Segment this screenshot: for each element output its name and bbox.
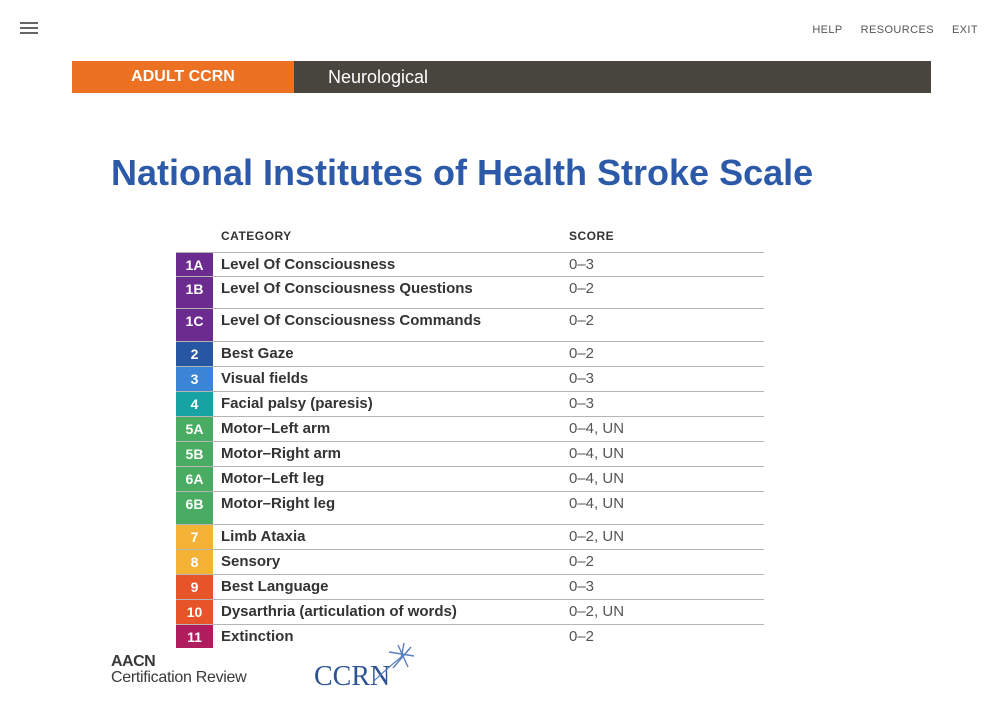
row-code-badge: 10 bbox=[176, 600, 213, 624]
row-category: Motor–Right leg bbox=[221, 495, 336, 512]
table-row bbox=[176, 600, 764, 625]
row-code-badge: 1B bbox=[176, 277, 213, 308]
row-category: Motor–Right arm bbox=[221, 445, 341, 462]
aacn-logo-subtitle: Certification Review bbox=[111, 669, 247, 686]
row-score: 0–2 bbox=[569, 345, 595, 362]
row-category: Level Of Consciousness Commands bbox=[221, 312, 482, 329]
row-category: Best Language bbox=[221, 578, 329, 595]
table-row bbox=[176, 342, 764, 367]
table-row bbox=[176, 367, 764, 392]
stroke-scale-table bbox=[176, 225, 764, 648]
row-code-badge: 8 bbox=[176, 550, 213, 574]
row-code-badge: 3 bbox=[176, 367, 213, 391]
table-row bbox=[176, 392, 764, 417]
top-nav bbox=[812, 24, 978, 36]
topic-label: Neurological bbox=[294, 61, 931, 93]
row-code-badge: 6A bbox=[176, 467, 213, 491]
row-category: Level Of Consciousness bbox=[221, 256, 396, 273]
section-bar bbox=[72, 61, 931, 93]
row-score: 0–4, UN bbox=[569, 495, 625, 512]
table-row bbox=[176, 575, 764, 600]
row-category: Visual fields bbox=[221, 370, 309, 387]
row-code-badge: 1C bbox=[176, 309, 213, 341]
page-title: National Institutes of Health Stroke Scale bbox=[111, 152, 814, 193]
table-header bbox=[176, 225, 764, 253]
aacn-logo-text: AACN bbox=[111, 653, 156, 670]
category-header: CATEGORY bbox=[221, 229, 292, 243]
score-header: SCORE bbox=[569, 229, 615, 243]
row-score: 0–4, UN bbox=[569, 445, 625, 462]
table-row bbox=[176, 309, 764, 342]
row-category: Facial palsy (paresis) bbox=[221, 395, 373, 412]
row-score: 0–2, UN bbox=[569, 603, 625, 620]
row-category: Extinction bbox=[221, 628, 294, 645]
table-row bbox=[176, 625, 764, 648]
row-code-badge: 1A bbox=[176, 253, 213, 276]
row-score: 0–4, UN bbox=[569, 470, 625, 487]
row-score: 0–3 bbox=[569, 578, 595, 595]
row-score: 0–4, UN bbox=[569, 420, 625, 437]
row-code-badge: 7 bbox=[176, 525, 213, 549]
table-row bbox=[176, 550, 764, 575]
row-score: 0–2 bbox=[569, 312, 595, 329]
table-row bbox=[176, 277, 764, 309]
row-code-badge: 6B bbox=[176, 492, 213, 524]
row-category: Motor–Left arm bbox=[221, 420, 331, 437]
row-code-badge: 5A bbox=[176, 417, 213, 441]
row-category: Dysarthria (articulation of words) bbox=[221, 603, 457, 620]
table-row bbox=[176, 467, 764, 492]
row-score: 0–3 bbox=[569, 256, 595, 273]
row-category: Sensory bbox=[221, 553, 281, 570]
table-row bbox=[176, 417, 764, 442]
aacn-logo bbox=[111, 654, 246, 686]
help-link[interactable]: HELP bbox=[812, 24, 843, 36]
hamburger-menu-icon[interactable] bbox=[20, 22, 38, 36]
row-score: 0–3 bbox=[569, 370, 595, 387]
row-score: 0–2 bbox=[569, 280, 595, 297]
ccrn-logo bbox=[313, 642, 423, 695]
row-score: 0–3 bbox=[569, 395, 595, 412]
table-row bbox=[176, 442, 764, 467]
row-score: 0–2 bbox=[569, 553, 595, 570]
resources-link[interactable]: RESOURCES bbox=[860, 24, 934, 36]
row-score: 0–2, UN bbox=[569, 528, 625, 545]
table-row bbox=[176, 253, 764, 277]
row-category: Limb Ataxia bbox=[221, 528, 306, 545]
table-row bbox=[176, 525, 764, 550]
row-code-badge: 4 bbox=[176, 392, 213, 416]
row-category: Level Of Consciousness Questions bbox=[221, 280, 473, 297]
row-code-badge: 11 bbox=[176, 625, 213, 648]
course-label: ADULT CCRN bbox=[72, 61, 294, 93]
row-category: Best Gaze bbox=[221, 345, 294, 362]
row-code-badge: 5B bbox=[176, 442, 213, 466]
row-code-badge: 9 bbox=[176, 575, 213, 599]
row-score: 0–2 bbox=[569, 628, 595, 645]
exit-link[interactable]: EXIT bbox=[951, 24, 978, 36]
row-code-badge: 2 bbox=[176, 342, 213, 366]
ccrn-logo-text: CCRN bbox=[314, 661, 391, 690]
row-category: Motor–Left leg bbox=[221, 470, 325, 487]
table-row bbox=[176, 492, 764, 525]
